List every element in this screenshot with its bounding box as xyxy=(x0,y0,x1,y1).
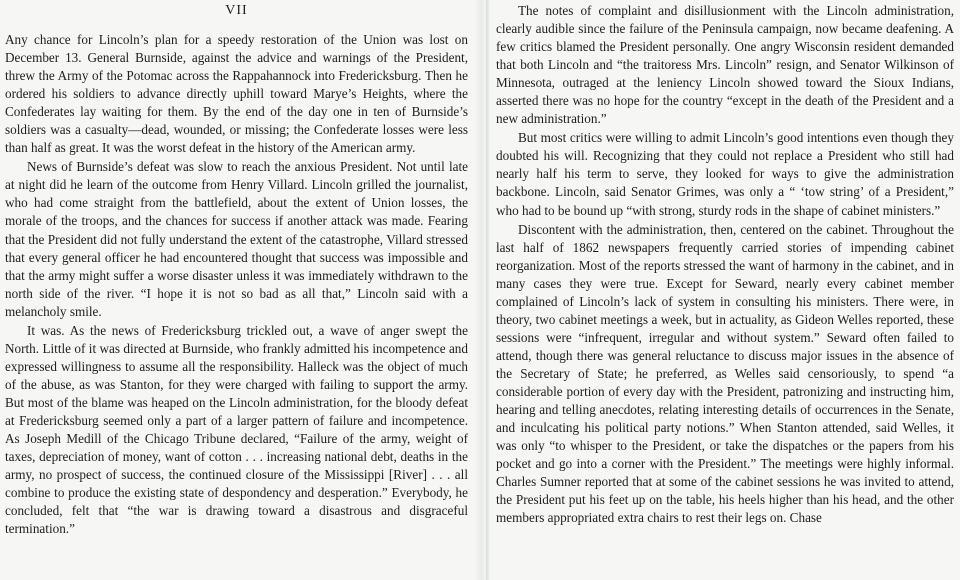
paragraph: But most critics were willing to admit Lincoln’s good intentions even though they doubted his will. Recognizing that they could not replace a President who still had nearly half his term to serve, they looked for ways to give the administration backbone. Lincoln, said Senator Grimes, was only a “ ‘tow string’ of a President,” who had to be bound up “with strong, sturdy rods in the shape of cabinet ministers.” xyxy=(496,130,954,218)
section-heading: VII xyxy=(225,3,248,18)
paragraph: The notes of complaint and disillusionment with the Lincoln administration, clearly audible since the failure of the Peninsula campaign, now became deafening. A few critics blamed the President personally. One angry Wisconsin resident demanded that both Lincoln and “the traitoress Mrs. Lincoln” resign, and Senator Wilkinson of Minnesota, outraged at the leniency Lincoln showed toward the Sioux Indians, asserted there was no hope for the country “except in the death of the President and a new administration.” xyxy=(496,3,954,127)
page-edge-shadow xyxy=(486,0,490,580)
paragraph: Any chance for Lincoln’s plan for a speedy restoration of the Union was lost on December 13. General Burnside, against the advice and warnings of the President, threw the Army of the Potomac across the Rappahannock into Fredericksburg. Then he ordered his soldiers to advance directly uphill toward Marye’s Heights, where the Confederates lay waiting for them. By the end of the day one in ten of Burnside’s soldiers was a casualty—dead, wounded, or missing; the Confederate losses were less than half as great. It was the worst defeat in the history of the American army. xyxy=(5,32,468,156)
paragraph: Discontent with the administration, then, centered on the cabinet. Throughout the last half of 1862 newspapers frequently carried stories of impending cabinet reorganization. Most of the reports stressed the want of harmony in the cabinet, and in many cases they were true. Except for Seward, nearly every cabinet member complained of Lincoln’s lack of system in consulting his ministers. There were, in theory, two cabinet meetings a week, but in actuality, as Gideon Welles reported, these sessions were “infrequent, irregular and without system.” Seward often failed to attend, though there was general reluctance to discuss major issues in the absence of the Secretary of State; he preferred, as Welles said censoriously, to spend “a considerable portion of every day with the President, patronizing and instructing him, hearing and telling anecdotes, relating interesting details of occurrences in the Senate, and inculcating his political party notions.” When Stanton attended, said Welles, it was only “to whisper to the President, or take the dispatches or the papers from his pocket and go into a corner with the President.” The meetings were highly informal. Charles Sumner reported that at some of the cabinet sessions he was invited to attend, the President put his feet up on the table, his heels higher than his head, and the other members appropriated extra chairs to rest their legs on. Chase xyxy=(496,221,954,526)
right-column xyxy=(496,2,954,580)
left-column xyxy=(5,2,468,576)
page-gutter xyxy=(476,0,486,580)
paragraph: News of Burnside’s defeat was slow to reach the anxious President. Not until late at night did he learn of the outcome from Henry Villard. Lincoln grilled the journalist, who had come straight from the battlefield, about the extent of Union losses, the morale of the troops, and the chances for success if another attack was made. Fearing that the President did not fully understand the extent of the catastrophe, Villard stressed that every general officer he had encountered thought that success was impossible and that the army might suffer a worse disaster unless it was immediately withdrawn to the north side of the river. “I hope it is not so bad as all that,” Lincoln said with a melancholy smile. xyxy=(5,159,468,319)
paragraph: It was. As the news of Fredericksburg trickled out, a wave of anger swept the North. Little of it was directed at Burnside, who frankly admitted his incompetence and expressed willingness to assume all the responsibility. Halleck was the object of much of the abuse, as was Stanton, for they were charged with failing to support the army. But most of the blame was heaped on the Lincoln administration, for the bloody defeat at Fredericksburg seemed only a part of a larger pattern of failure and incompetence. As Joseph Medill of the Chicago Tribune declared, “Failure of the army, weight of taxes, depreciation of money, want of cotton . . . increasing national debt, deaths in the army, no prospect of success, the continued closure of the Mississippi [River] . . . all combine to produce the existing state of despondency and desperation.” Everybody, he concluded, felt that “the war is drawing toward a disastrous and disgraceful termination.” xyxy=(5,322,468,537)
